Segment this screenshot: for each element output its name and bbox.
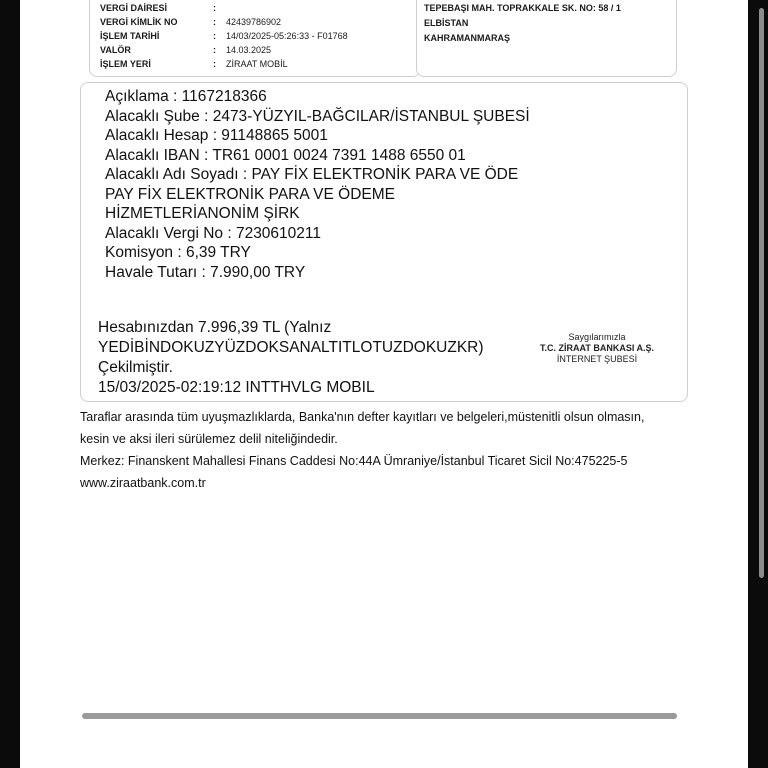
creditor-tax-no-line: Alacaklı Vergi No : 7230610211 <box>105 224 322 242</box>
creditor-name-line-3: HİZMETLERİANONİM ŞİRK <box>105 205 300 222</box>
creditor-name-line-2: PAY FİX ELEKTRONİK PARA VE ÖDEME <box>105 185 395 203</box>
vertical-scrollbar[interactable] <box>759 8 764 578</box>
footer-line-3: Merkez: Finanskent Mahallesi Finans Caddesi No:44A Ümraniye/İstanbul Ticaret Sicil No:475225-5 <box>80 454 628 468</box>
debit-line-2: YEDİBİNDOKUZYÜZDOKSANALTITLOTUZDOKUZKR) <box>98 339 484 356</box>
left-frame <box>0 0 20 768</box>
creditor-iban-line: Alacaklı IBAN : TR61 0001 0024 7391 1488 6550 01 <box>105 146 466 164</box>
footer-website: www.ziraatbank.com.tr <box>80 476 206 490</box>
description-line: Açıklama : 1167218366 <box>105 88 267 105</box>
commission-line: Komisyon : 6,39 TRY <box>105 244 251 261</box>
debit-line-3: Çekilmiştir. <box>98 359 173 376</box>
footer-line-1: Taraflar arasında tüm uyuşmazlıklarda, Banka'nın defter kayıtları ve belgeleri,müstenitli olsun olmasın, <box>80 410 645 424</box>
legal-footer <box>80 406 644 494</box>
creditor-branch-line: Alacaklı Şube : 2473-YÜZYIL-BAĞCILAR/İSTANBUL ŞUBESİ <box>105 107 530 125</box>
footer-line-2: kesin ve aksi ileri sürülemez delil niteliğindedir. <box>80 432 338 446</box>
bank-signature <box>532 332 662 365</box>
address-block <box>424 1 621 46</box>
debit-line-1: Hesabınızdan 7.996,39 TL (Yalnız <box>98 319 332 336</box>
right-frame <box>748 0 768 768</box>
debit-statement <box>98 318 484 398</box>
creditor-account-line: Alacaklı Hesap : 91148865 5001 <box>105 127 328 144</box>
transfer-details <box>105 87 530 282</box>
transfer-amount-line: Havale Tutarı : 7.990,00 TRY <box>105 263 306 281</box>
address-line-street: TEPEBAŞI MAH. TOPRAKKALE SK. NO: 58 / 1 <box>424 3 621 13</box>
horizontal-scrollbar[interactable] <box>82 713 677 719</box>
address-line-city: KAHRAMANMARAŞ <box>424 33 510 43</box>
address-line-district: ELBİSTAN <box>424 18 469 28</box>
signature-bank-name: T.C. ZİRAAT BANKASI A.Ş. <box>540 343 654 353</box>
signature-branch: İNTERNET ŞUBESİ <box>556 354 638 364</box>
signature-greeting: Saygılarımızla <box>568 332 626 342</box>
receipt-page: VERGİ DAİRESİ : VERGİ KİMLİK NO : 42439786902 İŞLEM TARİHİ : 14/03/2025-05:26:33 - F01768 VALÖR : 14.03.2025 İŞLEM YERİ : ZİRAAT MOBİL TEPEBAŞI MAH. TOPRAKKALE SK. NO: 58 / 1 ELBİSTAN KAHRAMANMARAŞ Açıklama : 1167218366 Alacaklı Şube : 2473-YÜZYIL-BAĞCILAR/İSTANBUL ŞUBESİ Alacaklı Hesap : 91148865 5001 Alacaklı IBAN : TR61 0001 0024 7391 1488 6550 01 Alacaklı Adı Soyadı : PAY FİX ELEKTRONİK PARA VE ÖDE PAY FİX ELEKTRONİK PARA VE ÖDEME HİZMETLERİANONİM ŞİRK Alacaklı Vergi No : 7230610211 Komisyon : 6,39 TRY Havale Tutarı : 7.990,00 TRY Hesabınızdan 7.996,39 TL (Yalnız YEDİBİNDOKUZYÜZDOKSANALTITLOTUZDOKUZKR) Çekilmiştir. 15/03/2025-02:19:12 INTTHVLG MOBIL Saygılarımızla T.C. ZİRAAT BANKASI A.Ş. İNTERNET ŞUBESİ Taraflar arasında tüm uyuşmazlıklarda, Banka'nın defter kayıtları ve belgeleri,müstenitli olsun olmasın, kesin ve aksi ileri sürülemez delil niteliğindedir. Merkez: Finanskent Mahallesi Finans Caddesi No:44A Ümraniye/İstanbul Ticaret Sicil No:475225-5 www.ziraatbank.com.tr <box>20 0 748 768</box>
debit-line-4: 15/03/2025-02:19:12 INTTHVLG MOBIL <box>98 379 375 396</box>
creditor-name-line-1: Alacaklı Adı Soyadı : PAY FİX ELEKTRONİK PARA VE ÖDE <box>105 166 519 183</box>
